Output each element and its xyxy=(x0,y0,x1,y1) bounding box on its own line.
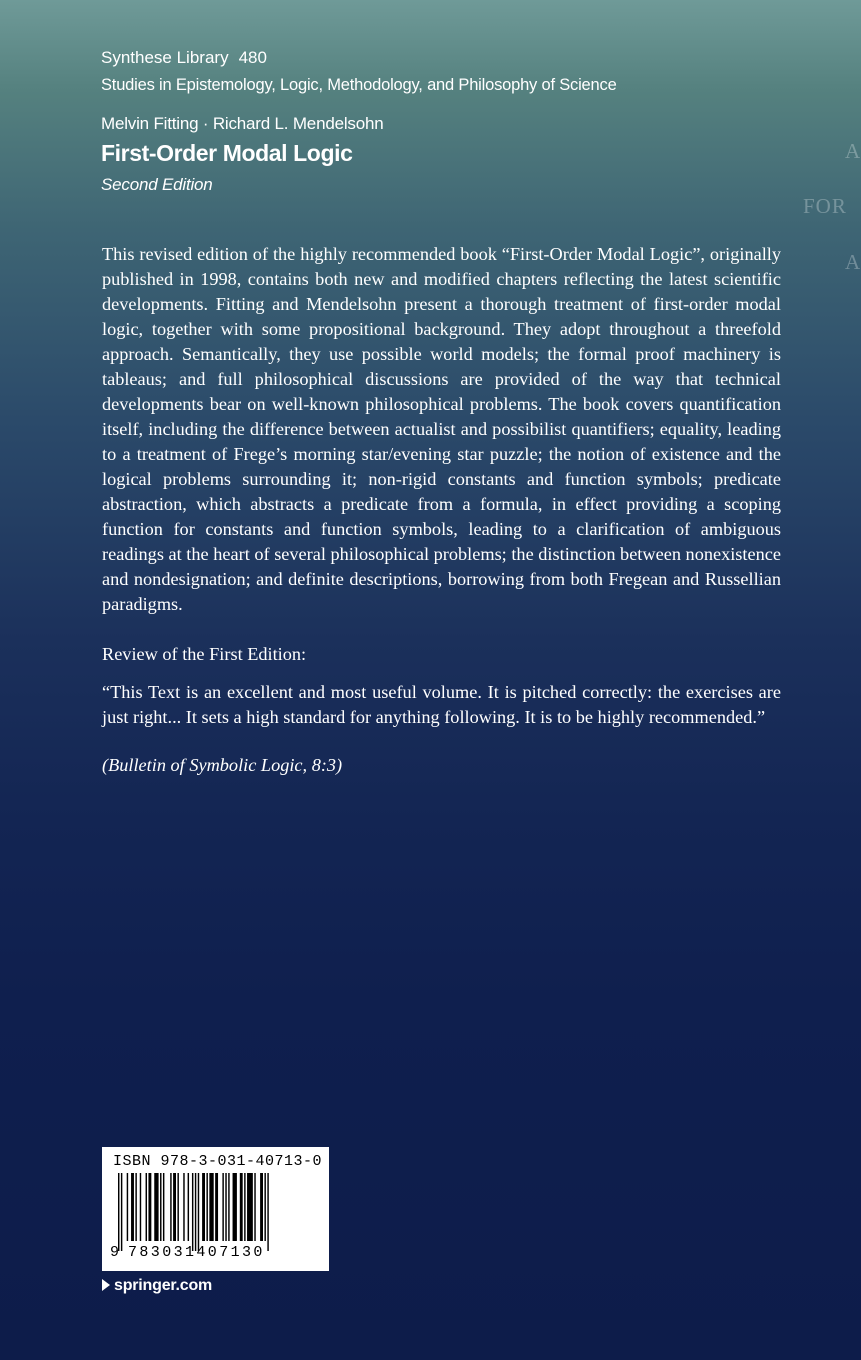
barcode-bar xyxy=(173,1173,176,1241)
review-heading: Review of the First Edition: xyxy=(102,644,307,664)
series-title xyxy=(101,48,267,68)
series-number: 480 xyxy=(238,48,267,67)
series-subtitle: Studies in Epistemology, Logic, Methodology, and Philosophy of Science xyxy=(101,76,617,94)
barcode-bar xyxy=(264,1173,265,1241)
barcode-bar xyxy=(135,1173,136,1241)
barcode-bar xyxy=(260,1173,263,1241)
barcode-bar xyxy=(195,1173,196,1251)
barcode-bar xyxy=(225,1173,226,1241)
book-authors: Melvin Fitting · Richard L. Mendelsohn xyxy=(101,114,384,133)
isbn-label: ISBN 978-3-031-40713-0 xyxy=(113,1153,323,1170)
barcode-bar xyxy=(228,1173,229,1241)
barcode-bar xyxy=(247,1173,253,1241)
isbn-barcode-box xyxy=(102,1147,329,1271)
barcode-bar xyxy=(177,1173,178,1241)
barcode-bar xyxy=(202,1173,205,1241)
series-name: Synthese Library xyxy=(101,48,229,67)
book-edition: Second Edition xyxy=(101,175,213,194)
barcode-bar xyxy=(121,1173,122,1251)
barcode-bar xyxy=(146,1173,147,1241)
spine-letter-1: A xyxy=(845,139,861,163)
barcode-bar xyxy=(188,1173,189,1241)
barcode-bar xyxy=(131,1173,134,1241)
review-quote: “This Text is an excellent and most useful volume. It is pitched correctly: the exercises are just right... It sets a high standard for anything following. It is to be highly recommended.” xyxy=(102,682,781,727)
barcode-bar xyxy=(160,1173,161,1241)
barcode-digits: 783031407130 xyxy=(128,1244,265,1261)
barcode-bar xyxy=(118,1173,119,1251)
spine-letter-3: A xyxy=(845,250,861,274)
spine-letter-2: FOR xyxy=(803,194,847,218)
barcode-bar xyxy=(233,1173,237,1241)
barcode-bar xyxy=(209,1173,213,1241)
barcode-bar xyxy=(240,1173,243,1241)
book-title: First-Order Modal Logic xyxy=(101,140,353,166)
spine-edge-text xyxy=(800,0,861,300)
barcode-bar xyxy=(170,1173,171,1241)
barcode-bar xyxy=(244,1173,245,1241)
play-arrow-icon xyxy=(102,1279,110,1291)
barcode-bar xyxy=(183,1173,184,1241)
book-description: This revised edition of the highly recommended book “First-Order Modal Logic”, originally published in 1998, contains both new and modified chapters reflecting the latest scientific developments. Fitting and Mendelsohn present a thorough treatment of first-order modal logic, together with some propositional background. They adopt throughout a threefold approach. Semantically, they use possible world models; the formal proof machinery is tableaus; and full philosophical discussions are provided of the way that technical developments bear on well-known philosophical problems. The book covers quantification itself, including the difference between actualist and possibilist quantifiers; equality, leading to a treatment of Frege’s morning star/evening star puzzle; the notion of existence and the logical problems surrounding it; non-rigid constants and function symbols; predicate abstraction, which abstracts a predicate from a formula, in effect providing a scoping function for constants and function symbols, leading to a clarification of ambiguous readings at the heart of several philosophical problems; the distinction between nonexistence and nondesignation; and definite descriptions, borrowing from both Fregean and Russellian paradigms. xyxy=(102,244,781,614)
barcode-bar xyxy=(154,1173,158,1241)
barcode-bar xyxy=(215,1173,218,1241)
barcode-bar xyxy=(267,1173,268,1251)
barcode-bar xyxy=(127,1173,128,1241)
barcode-bar xyxy=(163,1173,164,1241)
barcode-first-digit: 9 xyxy=(110,1244,120,1261)
barcode-bar xyxy=(192,1173,193,1251)
review-source: (Bulletin of Symbolic Logic, 8:3) xyxy=(102,755,343,775)
barcode-image xyxy=(116,1173,316,1251)
barcode-bar xyxy=(148,1173,151,1241)
barcode-bar xyxy=(254,1173,255,1241)
barcode-bar xyxy=(206,1173,207,1241)
barcode-bar xyxy=(140,1173,141,1241)
barcode-bar xyxy=(222,1173,223,1241)
barcode-bar xyxy=(198,1173,199,1251)
publisher-url: springer.com xyxy=(114,1277,213,1294)
publisher-link[interactable] xyxy=(102,1277,212,1295)
